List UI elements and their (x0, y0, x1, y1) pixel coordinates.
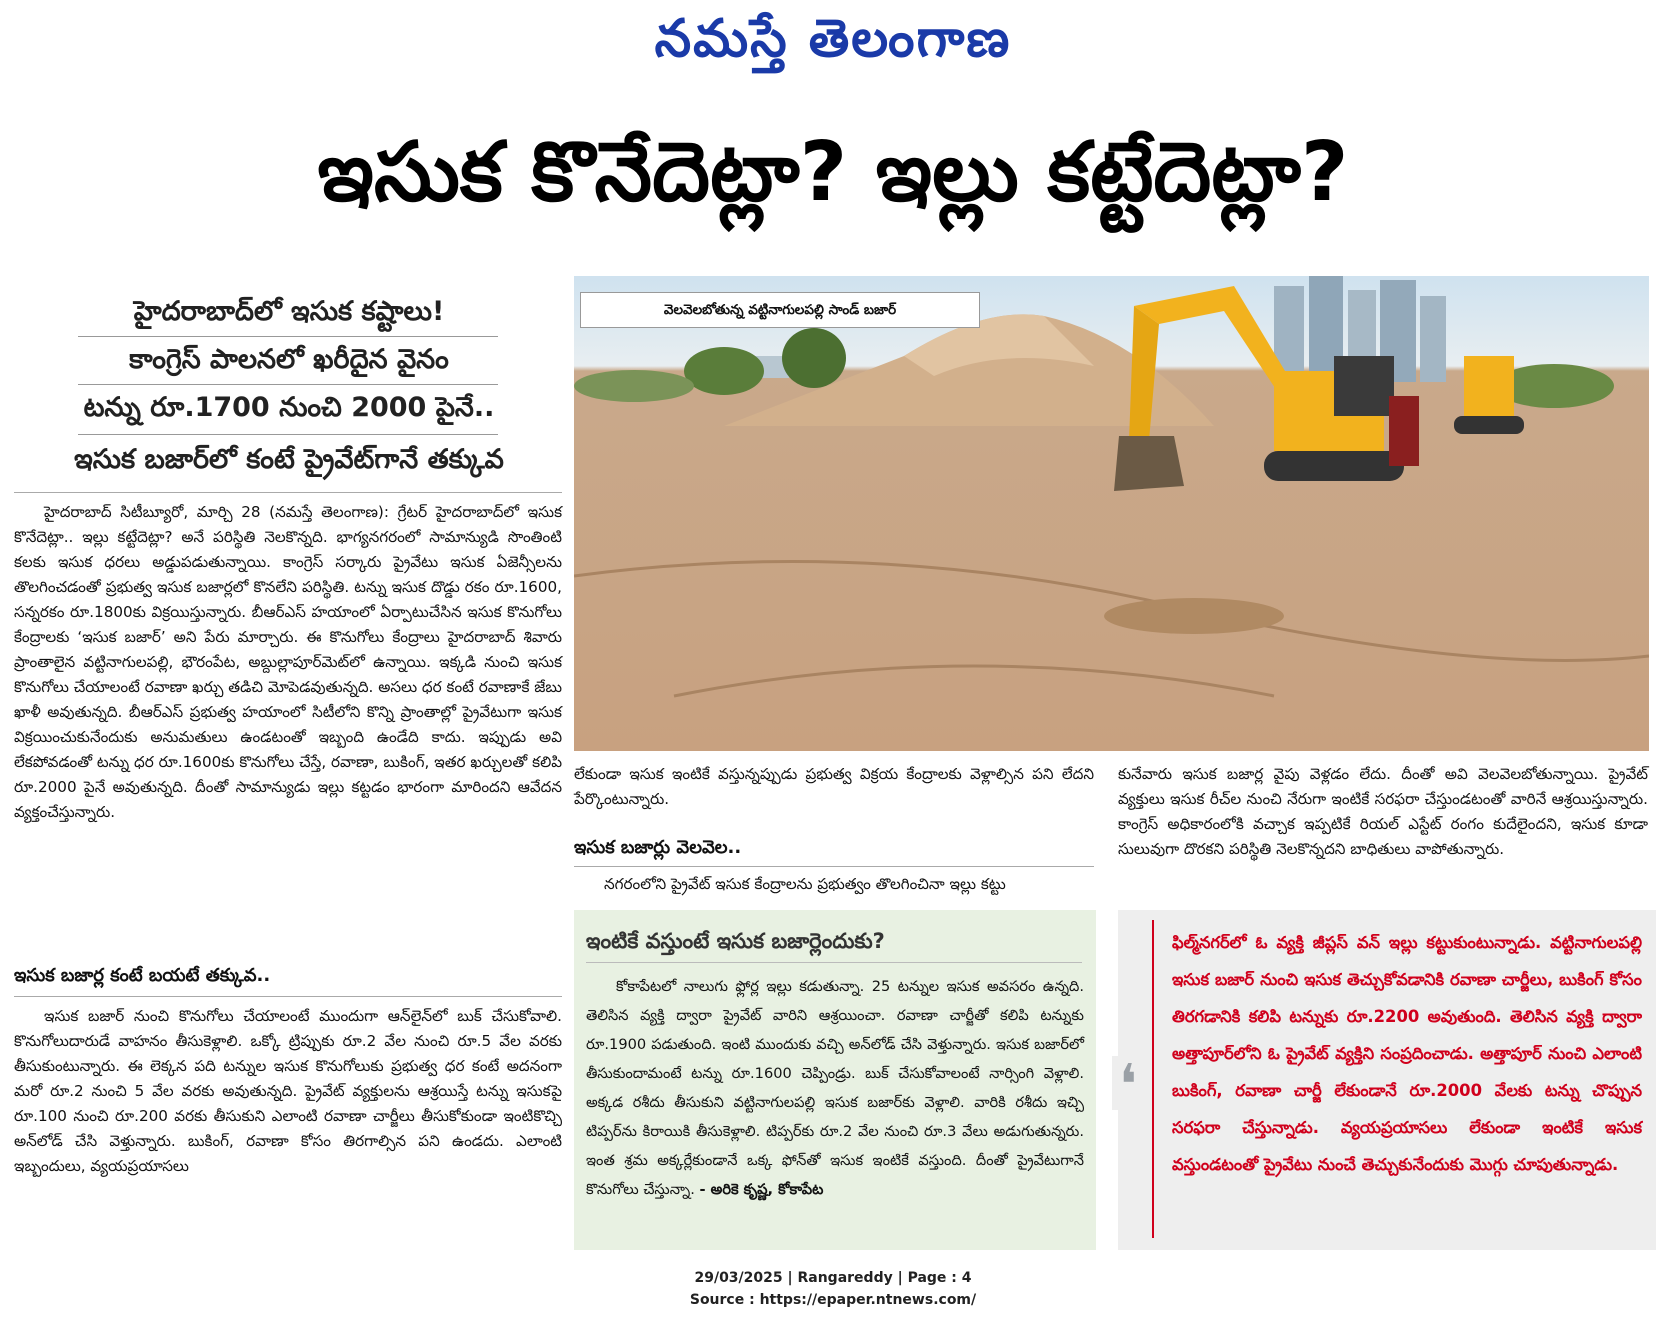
subhead-3: టన్ను రూ.1700 నుంచి 2000 పైనే.. (83, 392, 495, 423)
quote-box-text (586, 972, 1084, 1204)
sand-bazaar-photo (574, 276, 1649, 751)
article-paragraph: కునేవారు ఇసుక బజార్ల వైపు వెళ్లడం లేదు. దీంతో అవి వెలవెలబోతున్నాయి. ప్రైవేట్ వ్యక్తులు ఇసుక రీచ్‌ల నుంచి నేరుగా ఇంటికే సరఫరా చేస్తుండటంతో వారినే ఆశ్రయిస్తున్నారు. కాంగ్రెస్ అధికారంలోకి వచ్చాక ఇప్పటికే రియల్ ఎస్టేట్ రంగం కుదేలైందని, ఇసుక కూడా సులువుగా దొరకని పరిస్థితి నెలకొన్నదని బాధితులు వాపోతున్నారు. (1118, 765, 1648, 858)
side-box-accent-line (1152, 920, 1154, 1238)
article-paragraph: నగరంలోని ప్రైవేట్ ఇసుక కేంద్రాలను ప్రభుత్వం తొలగించినా ఇల్లు కట్టు (604, 875, 1006, 893)
photo-caption: వెలవెలబోతున్న వట్టినాగులపల్లి సాండ్ బజార్ (580, 292, 980, 328)
subhead-rule (78, 384, 498, 385)
quote-mark-icon: ❛ (1112, 1056, 1144, 1110)
column-separator (14, 492, 562, 493)
masthead-logo: నమస్తే తెలంగాణ (654, 8, 1012, 69)
article-paragraph: ఇసుక బజార్ నుంచి కొనుగోలు చేయాలంటే ముందుగా ఆన్‌లైన్‌లో బుక్ చేసుకోవాలి. కొనుగోలుదారుడే వాహనం తీసుకెళ్లాలి. ఒక్కో ట్రిప్పుకు రూ.2 వేల నుంచి రూ.5 వేల వరకు తీసుకుంటున్నారు. ఈ లెక్కన పది టన్నుల ఇసుక కొనుగోలుకు ప్రభుత్వ ధర కంటే అదనంగా మరో రూ.2 నుంచి 5 వేల వరకు అవుతున్నది. ప్రైవేట్ వ్యక్తులను ఆశ్రయిస్తే టన్ను ఇసుకపై రూ.100 నుంచి రూ.200 వరకు తీసుకుని ఎలాంటి రవాణా చార్జీలు తీసుకోకుండా ఇంటికొచ్చి అన్‌లోడ్ చేసి వెళ్తున్నారు. బుకింగ్, రవాణా కోసం తిరగాల్సిన పని ఉండదు. ఎలాంటి ఇబ్బందులు, వ్యయప్రయాసలు (14, 1007, 562, 1175)
subhead-4: ఇసుక బజార్‌లో కంటే ప్రైవేట్‌గానే తక్కువ (74, 444, 504, 475)
article-paragraph: లేకుండా ఇసుక ఇంటికే వస్తున్నప్పుడు ప్రభుత్వ విక్రయ కేంద్రాలకు వెళ్లాల్సిన పని లేదని పేర్కొంటున్నారు. (574, 765, 1094, 808)
footer-dateline: 29/03/2025 | Rangareddy | Page : 4 (694, 1270, 972, 1286)
photo-illustration (574, 276, 1649, 751)
subhead-1: హైదరాబాద్‌లో ఇసుక కష్టాలు! (133, 296, 445, 327)
section-rule (574, 866, 1094, 867)
side-box-text: ఫిల్మ్‌నగర్‌లో ఓ వ్యక్తి జీప్లస్ వన్ ఇల్లు కట్టుకుంటున్నాడు. వట్టినాగులపల్లి ఇసుక బజార్ నుంచి ఇసుక తెచ్చుకోవడానికి రవాణా చార్జీలు, బుకింగ్ కోసం తిరగడానికి కలిపి టన్నుకు రూ.2200 అవుతుంది. తెలిసిన వ్యక్తి ద్వారా అత్తాపూర్‌లోని ఓ ప్రైవేట్ వ్యక్తిని సంప్రదించాడు. అత్తాపూర్ నుంచి ఎలాంటి బుకింగ్, రవాణా చార్జీ లేకుండానే రూ.2000 వేలకు టన్ను చొప్పున సరఫరా చేస్తున్నాడు. వ్యయప్రయాసలు లేకుండా ఇంటికే ఇసుక వస్తుండటంతో ప్రైవేటు నుంచే తెచ్చుకునేందుకు మొగ్గు చూపుతున్నాడు. (1172, 933, 1642, 1174)
section-heading: ఇసుక బజార్ల కంటే బయటే తక్కువ.. (14, 965, 271, 986)
quote-box-title: ఇంటికే వస్తుంటే ఇసుక బజార్లెందుకు? (586, 929, 885, 953)
quote-box-body: కోకాపేటలో నాలుగు ఫ్లోర్ల ఇల్లు కడుతున్నా. 25 టన్నుల ఇసుక అవసరం ఉన్నది. తెలిసిన వ్యక్తి ద్వారా ప్రైవేట్ వారిని ఆశ్రయించా. రవాణా చార్జీతో కలిపి టన్నుకు రూ.1900 పడుతుంది. ఇంటి ముందుకు వచ్చి అన్‌లోడ్ చేసి వెళ్తున్నారు. ఇసుక బజార్‌లో తీసుకుందామంటే టన్ను రూ.1600 చెప్పిండ్రు. బుక్ చేసుకోవాలంటే నార్సింగి వెళ్లాలి. అక్కడ రశీదు తీసుకుని వట్టినాగులపల్లి ఇసుక బజార్‌కు వెళ్లాలి. వారికి రశీదు ఇచ్చి టిప్పర్‌ను కిరాయికి తీసుకెళ్లాలి. టిప్పర్‌కు రూ.2 వేల నుంచి రూ.3 వేలు అడుగుతున్నరు. ఇంత శ్రమ అక్కర్లేకుండానే ఒక్క ఫోన్‌తో ఇసుక ఇంటికే వస్తుంది. దీంతో ప్రైవేటుగానే కొనుగోలు చేస్తున్నా. (586, 978, 1084, 1198)
section-rule (14, 996, 562, 997)
section-heading: ఇసుక బజార్లు వెలవెల.. (574, 837, 742, 858)
footer-source: Source : https://epaper.ntnews.com/ (689, 1292, 977, 1308)
quote-attribution: - అరికె కృష్ణ, కోకాపేట (699, 1181, 824, 1198)
article-paragraph: హైదరాబాద్ సిటీబ్యూరో, మార్చి 28 (నమస్తే తెలంగాణ): గ్రేటర్ హైదరాబాద్‌లో ఇసుక కొనేదెట్లా.. ఇల్లు కట్టేదెట్లా? అనే పరిస్థితి నెలకొన్నది. భాగ్యనగరంలో సామాన్యుడి సొంతింటి కలకు ఇసుక ధరలు అడ్డుపడుతున్నాయి. కాంగ్రెస్ సర్కారు ప్రైవేటు ఇసుక ఏజెన్సీలను తొలగించడంతో ప్రభుత్వ ఇసుక బజార్లలో కొనలేని పరిస్థితి. టన్ను ఇసుక దొడ్డు రకం రూ.1600, సన్నరకం రూ.1800కు విక్రయిస్తున్నారు. బీఆర్ఎస్ హయాంలో ఏర్పాటుచేసిన ఇసుక కొనుగోలు కేంద్రాలకు ‘ఇసుక బజార్’ అని పేరు మార్చారు. ఈ కొనుగోలు కేంద్రాలు హైదరాబాద్ శివారు ప్రాంతాలైన వట్టినాగులపల్లి, భౌరంపేట, అబ్దుల్లాపూర్‌మెట్‌లో ఉన్నాయి. ఇక్కడి నుంచి ఇసుక కొనుగోలు చేయాలంటే రవాణా ఖర్చు తడిచి మోపెడవుతున్నది. అసలు ధర కంటే రవాణాకే జేబు ఖాళీ అవుతున్నది. బీఆర్ఎస్ ప్రభుత్వ హయాంలో సిటీలోని కొన్ని ప్రాంతాల్లో ప్రైవేటుగా ఇసుక విక్రయించుకునేందుకు అనుమతులు ఉండటంతో ఇబ్బంది ఉండేది కాదు. ఇప్పుడు అవి లేకపోవడంతో టన్ను ధర రూ.1600కు కొనుగోలు చేస్తే, రవాణా, బుకింగ్, ఇతర ఖర్చులతో కలిపి రూ.2000 పైనే అవుతున్నది. దీంతో సామాన్యుడు ఇల్లు కట్టడం భారంగా మారిందని ఆవేదన వ్యక్తంచేస్తున్నారు. (14, 503, 562, 821)
quote-box-rule (586, 962, 1082, 963)
subhead-rule (78, 434, 498, 435)
subhead-2: కాంగ్రెస్ పాలనలో ఖరీదైన వైనం (129, 344, 449, 375)
headline: ఇసుక కొనేదెట్లా? ఇల్లు కట్టేదెట్లా? (317, 125, 1349, 220)
subhead-rule (78, 336, 498, 337)
